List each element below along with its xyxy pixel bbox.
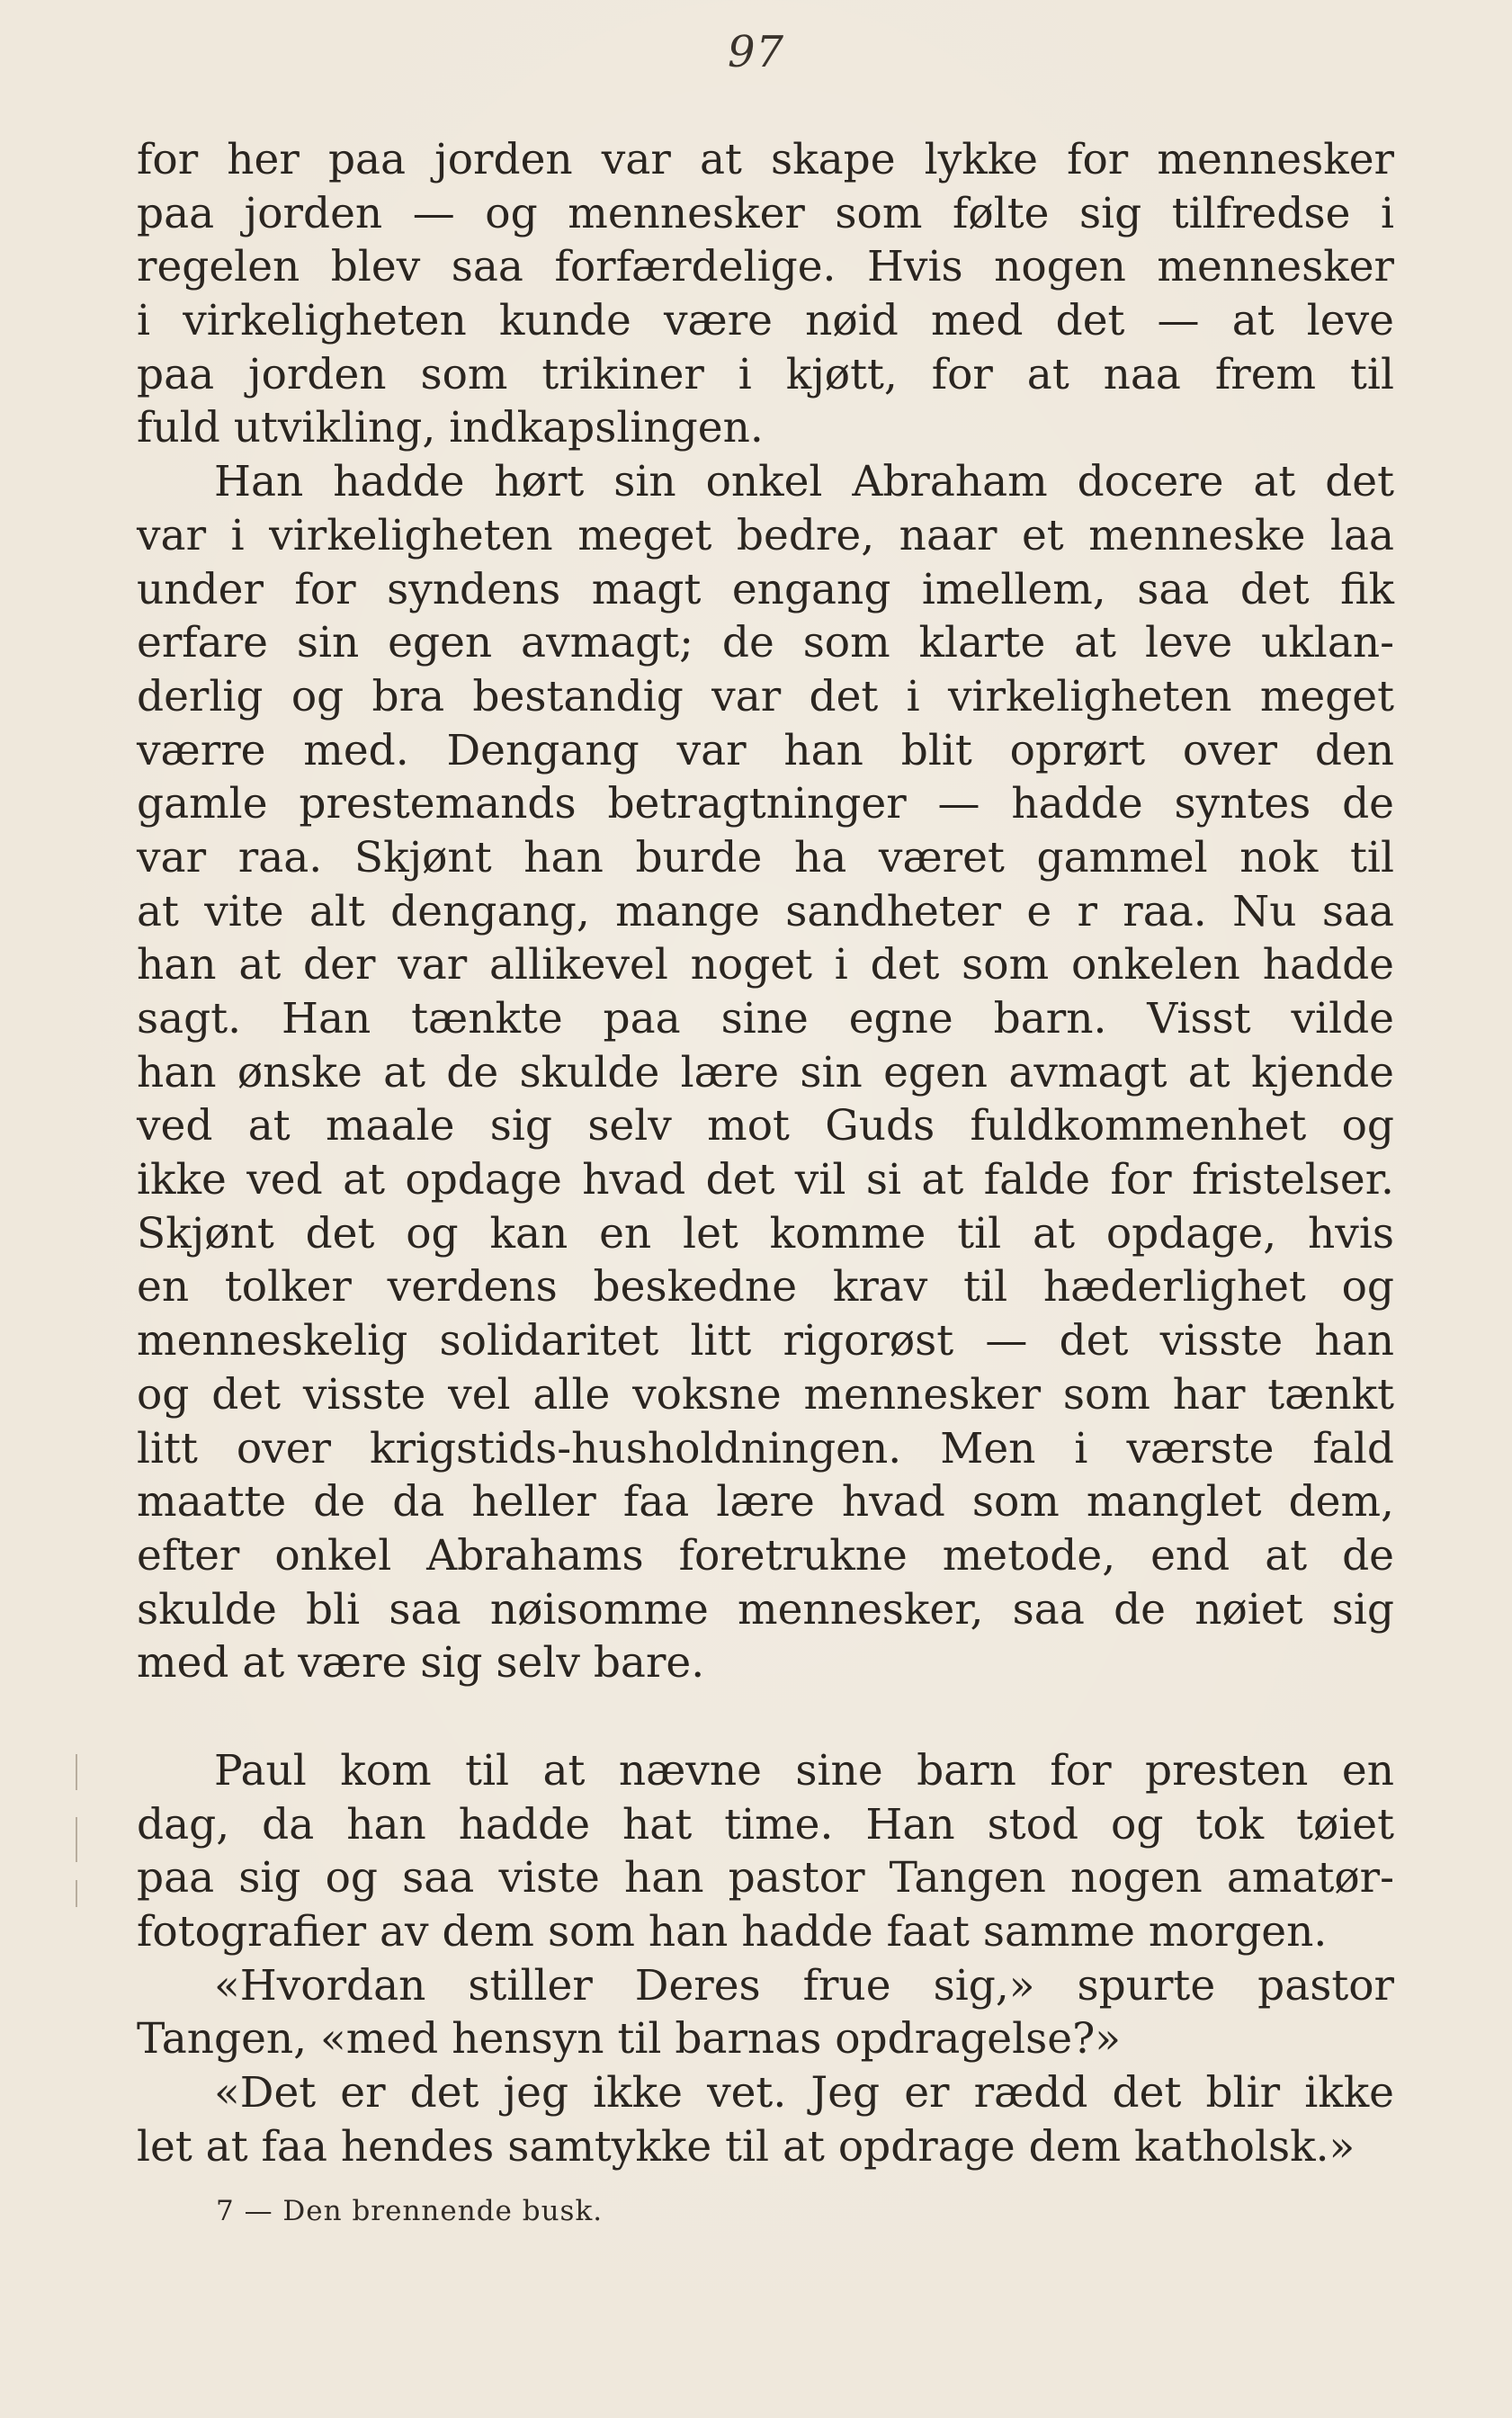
text-line: han ønske at de skulde lære sin egen avmagt at kjende	[137, 1047, 1394, 1097]
text-line: efter onkel Abrahams foretrukne metode, end at de	[137, 1530, 1394, 1581]
paragraph	[137, 1959, 1394, 2066]
text-line: under for syndens magt engang imellem, saa det fik	[137, 564, 1394, 614]
text-line: sagt. Han tænkte paa sine egne barn. Visst vilde	[137, 994, 1394, 1043]
text-line: «Det er det jeg ikke vet. Jeg er rædd det blir ikke	[214, 2068, 1394, 2118]
text-line: for her paa jorden var at skape lykke for mennesker	[137, 135, 1394, 184]
text-line: menneskelig solidaritet litt rigorøst — det visste han	[137, 1316, 1394, 1366]
text-line: han at der var allikevel noget i det som onkelen hadde	[137, 940, 1394, 990]
paragraph	[137, 455, 1394, 1690]
text-line: derlig og bra bestandig var det i virkeligheten meget	[137, 671, 1394, 721]
text-line: med at være sig selv bare.	[137, 1638, 705, 1688]
text-line: og det visste vel alle voksne mennesker som har tænkt	[137, 1369, 1394, 1419]
text-line: litt over krigstids-husholdningen. Men i værste fald	[137, 1423, 1394, 1473]
text-line: regelen blev saa forfærdelige. Hvis nogen mennesker	[137, 242, 1394, 292]
text-line: Han hadde hørt sin onkel Abraham docere at det	[214, 457, 1394, 507]
text-line: paa jorden — og mennesker som følte sig tilfredse i	[137, 188, 1394, 238]
text-line: dag, da han hadde hat time. Han stod og tok tøiet	[137, 1799, 1394, 1849]
text-line: i virkeligheten kunde være nøid med det — at leve	[137, 296, 1394, 346]
signature-footer: 7 — Den brennende busk.	[216, 2195, 604, 2227]
margin-mark	[76, 1817, 77, 1862]
text-line: ved at maale sig selv mot Guds fuldkommenhet og	[137, 1101, 1394, 1151]
margin-mark	[76, 1754, 77, 1790]
section-gap	[137, 1690, 1394, 1744]
margin-mark	[76, 1880, 77, 1907]
paragraph	[137, 1744, 1394, 1959]
paragraph	[137, 133, 1394, 455]
text-line: «Hvordan stiller Deres frue sig,» spurte pastor	[214, 1960, 1394, 2011]
text-line: skulde bli saa nøisomme mennesker, saa de nøiet sig	[137, 1584, 1394, 1634]
text-line: værre med. Dengang var han blit oprørt over den	[137, 725, 1394, 775]
text-line: ikke ved at opdage hvad det vil si at falde for fristelser.	[137, 1155, 1394, 1205]
body-text	[137, 133, 1394, 2173]
text-line: Skjønt det og kan en let komme til at opdage, hvis	[137, 1208, 1394, 1258]
page-number: 97	[727, 27, 785, 77]
text-line: paa jorden som trikiner i kjøtt, for at naa frem til	[137, 349, 1394, 399]
text-line: Paul kom til at nævne sine barn for presten en	[214, 1745, 1394, 1796]
text-line: var i virkeligheten meget bedre, naar et menneske laa	[137, 510, 1394, 560]
text-line: at vite alt dengang, mange sandheter e r raa. Nu saa	[137, 886, 1394, 936]
text-line: fotografier av dem som han hadde faat samme morgen.	[137, 1907, 1328, 1957]
text-line: paa sig og saa viste han pastor Tangen nogen amatør-	[137, 1853, 1394, 1903]
text-line: erfare sin egen avmagt; de som klarte at leve uklan-	[137, 618, 1394, 668]
text-line: maatte de da heller faa lære hvad som manglet dem,	[137, 1477, 1394, 1527]
text-line: en tolker verdens beskedne krav til hæderlighet og	[137, 1262, 1394, 1312]
text-line: fuld utvikling, indkapslingen.	[137, 403, 764, 453]
text-line: let at faa hendes samtykke til at opdrage dem katholsk.»	[137, 2121, 1355, 2172]
text-line: var raa. Skjønt han burde ha været gammel nok til	[137, 832, 1394, 882]
text-line: Tangen, «med hensyn til barnas opdragelse?»	[137, 2014, 1122, 2064]
text-line: gamle prestemands betragtninger — hadde syntes de	[137, 779, 1394, 829]
paragraph	[137, 2066, 1394, 2173]
